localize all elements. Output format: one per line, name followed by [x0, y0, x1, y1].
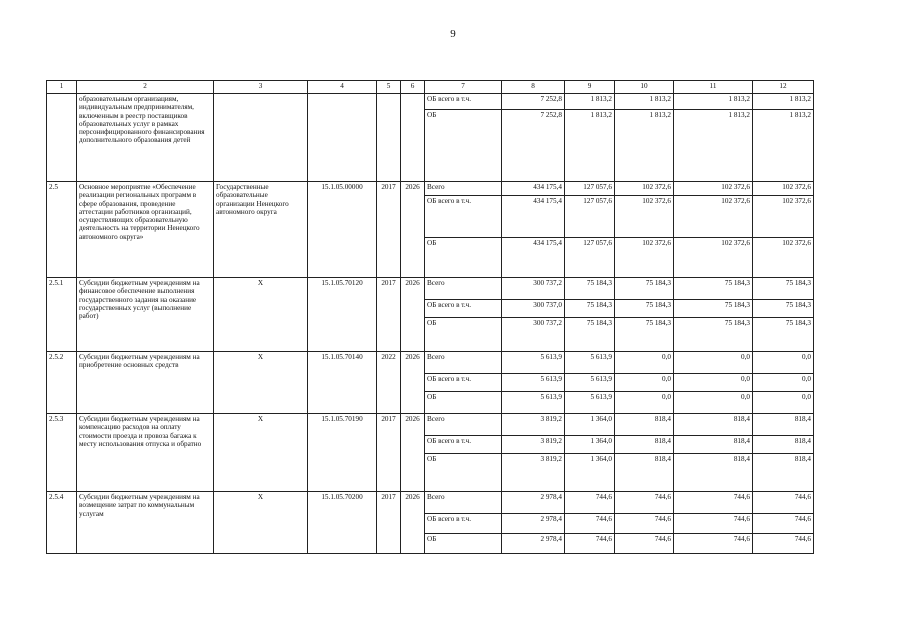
- funding-source-cell: ОБ: [425, 392, 502, 414]
- budget-code-cell: 15.1.05.00000: [308, 182, 377, 278]
- value-cell-8: 2 978,4: [502, 534, 565, 554]
- value-cell-8: 2 978,4: [502, 492, 565, 514]
- value-cell-9: 744,6: [565, 492, 615, 514]
- value-cell-10: 75 184,3: [615, 300, 674, 318]
- value-cell-11: 0,0: [674, 392, 753, 414]
- value-cell-11: 1 813,2: [674, 94, 753, 110]
- item-name-cell: Основное мероприятие «Обеспечение реализации региональных программ в сфере образования, проведение аттестации работников организаций, осуществляющих образовательную деятельность на территории Ненецкого автономного округа»: [77, 182, 214, 278]
- value-cell-9: 744,6: [565, 514, 615, 534]
- item-name-cell: Субсидии бюджетным учреждениям на финансовое обеспечение выполнения государственного задания на оказание государственных услуг (выполнение работ): [77, 278, 214, 352]
- header-cell: 5: [377, 81, 401, 94]
- value-cell-12: 75 184,3: [753, 300, 814, 318]
- value-cell-9: 5 613,9: [565, 352, 615, 374]
- value-cell-12: 1 813,2: [753, 110, 814, 182]
- value-cell-12: 75 184,3: [753, 278, 814, 300]
- value-cell-10: 0,0: [615, 374, 674, 392]
- page-number: 9: [450, 28, 456, 40]
- value-cell-8: 7 252,8: [502, 94, 565, 110]
- value-cell-9: 5 613,9: [565, 392, 615, 414]
- value-cell-12: 818,4: [753, 436, 814, 454]
- value-cell-8: 434 175,4: [502, 196, 565, 238]
- table-row: [47, 352, 814, 374]
- value-cell-8: 5 613,9: [502, 392, 565, 414]
- value-cell-10: 1 813,2: [615, 94, 674, 110]
- value-cell-12: 744,6: [753, 514, 814, 534]
- executor-cell: X: [214, 492, 308, 554]
- value-cell-10: 75 184,3: [615, 278, 674, 300]
- value-cell-8: 3 819,2: [502, 414, 565, 436]
- value-cell-8: 300 737,2: [502, 318, 565, 352]
- item-name-cell: Субсидии бюджетным учреждениям на компенсацию расходов на оплату стоимости проезда и провоза багажа к месту использования отпуска и обратно: [77, 414, 214, 492]
- item-number-cell: 2.5: [47, 182, 77, 278]
- value-cell-10: 0,0: [615, 392, 674, 414]
- value-cell-12: 818,4: [753, 454, 814, 492]
- value-cell-9: 1 364,0: [565, 454, 615, 492]
- value-cell-12: 744,6: [753, 492, 814, 514]
- value-cell-11: 744,6: [674, 534, 753, 554]
- start-year-cell: [377, 94, 401, 182]
- funding-source-cell: ОБ всего в т.ч.: [425, 374, 502, 392]
- value-cell-11: 75 184,3: [674, 300, 753, 318]
- header-cell: 2: [77, 81, 214, 94]
- header-cell: 9: [565, 81, 615, 94]
- item-number-cell: 2.5.4: [47, 492, 77, 554]
- value-cell-11: 744,6: [674, 514, 753, 534]
- start-year-cell: 2017: [377, 414, 401, 492]
- executor-cell: [214, 94, 308, 182]
- header-cell: 12: [753, 81, 814, 94]
- value-cell-10: 75 184,3: [615, 318, 674, 352]
- value-cell-11: 102 372,6: [674, 182, 753, 196]
- funding-source-cell: ОБ всего в т.ч.: [425, 436, 502, 454]
- value-cell-12: 102 372,6: [753, 182, 814, 196]
- value-cell-9: 75 184,3: [565, 300, 615, 318]
- budget-code-cell: [308, 94, 377, 182]
- executor-cell: X: [214, 278, 308, 352]
- funding-source-cell: ОБ всего в т.ч.: [425, 196, 502, 238]
- funding-source-cell: ОБ: [425, 110, 502, 182]
- value-cell-9: 1 364,0: [565, 436, 615, 454]
- budget-code-cell: 15.1.05.70140: [308, 352, 377, 414]
- executor-cell: X: [214, 352, 308, 414]
- funding-source-cell: ОБ: [425, 534, 502, 554]
- funding-source-cell: ОБ: [425, 238, 502, 278]
- item-number-cell: 2.5.3: [47, 414, 77, 492]
- budget-table: [46, 80, 814, 554]
- end-year-cell: 2026: [401, 278, 425, 352]
- table-row: [47, 492, 814, 514]
- end-year-cell: 2026: [401, 352, 425, 414]
- end-year-cell: 2026: [401, 414, 425, 492]
- value-cell-8: 2 978,4: [502, 514, 565, 534]
- value-cell-8: 5 613,9: [502, 374, 565, 392]
- value-cell-11: 744,6: [674, 492, 753, 514]
- value-cell-9: 744,6: [565, 534, 615, 554]
- value-cell-12: 0,0: [753, 352, 814, 374]
- value-cell-9: 127 057,6: [565, 196, 615, 238]
- item-number-cell: [47, 94, 77, 182]
- value-cell-9: 75 184,3: [565, 278, 615, 300]
- value-cell-10: 102 372,6: [615, 238, 674, 278]
- value-cell-8: 3 819,2: [502, 436, 565, 454]
- header-cell: 10: [615, 81, 674, 94]
- item-name-cell: Субсидии бюджетным учреждениям на приобретение основных средств: [77, 352, 214, 414]
- value-cell-12: 744,6: [753, 534, 814, 554]
- funding-source-cell: Всего: [425, 182, 502, 196]
- value-cell-10: 102 372,6: [615, 196, 674, 238]
- value-cell-8: 5 613,9: [502, 352, 565, 374]
- value-cell-12: 102 372,6: [753, 238, 814, 278]
- value-cell-11: 102 372,6: [674, 196, 753, 238]
- header-cell: 11: [674, 81, 753, 94]
- funding-source-cell: ОБ всего в т.ч.: [425, 94, 502, 110]
- value-cell-11: 102 372,6: [674, 238, 753, 278]
- budget-code-cell: 15.1.05.70120: [308, 278, 377, 352]
- value-cell-9: 1 813,2: [565, 94, 615, 110]
- funding-source-cell: Всего: [425, 352, 502, 374]
- value-cell-12: 102 372,6: [753, 196, 814, 238]
- value-cell-8: 434 175,4: [502, 182, 565, 196]
- value-cell-10: 1 813,2: [615, 110, 674, 182]
- value-cell-10: 818,4: [615, 436, 674, 454]
- value-cell-12: 75 184,3: [753, 318, 814, 352]
- start-year-cell: 2017: [377, 182, 401, 278]
- value-cell-8: 3 819,2: [502, 454, 565, 492]
- value-cell-10: 818,4: [615, 414, 674, 436]
- table-row: [47, 94, 814, 110]
- funding-source-cell: Всего: [425, 278, 502, 300]
- item-name-cell: Субсидии бюджетным учреждениям на возмещение затрат по коммунальным услугам: [77, 492, 214, 554]
- value-cell-11: 75 184,3: [674, 278, 753, 300]
- header-cell: 1: [47, 81, 77, 94]
- start-year-cell: 2022: [377, 352, 401, 414]
- value-cell-9: 75 184,3: [565, 318, 615, 352]
- start-year-cell: 2017: [377, 492, 401, 554]
- value-cell-12: 1 813,2: [753, 94, 814, 110]
- header-row: [47, 81, 814, 94]
- value-cell-12: 818,4: [753, 414, 814, 436]
- value-cell-11: 818,4: [674, 454, 753, 492]
- funding-source-cell: ОБ всего в т.ч.: [425, 300, 502, 318]
- table-row: [47, 278, 814, 300]
- value-cell-10: 744,6: [615, 534, 674, 554]
- value-cell-8: 434 175,4: [502, 238, 565, 278]
- end-year-cell: [401, 94, 425, 182]
- value-cell-9: 127 057,6: [565, 238, 615, 278]
- header-cell: 3: [214, 81, 308, 94]
- item-number-cell: 2.5.2: [47, 352, 77, 414]
- value-cell-11: 818,4: [674, 414, 753, 436]
- item-name-cell: образовательным организациям, индивидуальным предпринимателям, включенным в реестр поставщиков образовательных услуг в рамках персонифицированного финансирования дополнительного образования детей: [77, 94, 214, 182]
- value-cell-9: 5 613,9: [565, 374, 615, 392]
- value-cell-8: 300 737,2: [502, 278, 565, 300]
- value-cell-10: 0,0: [615, 352, 674, 374]
- value-cell-12: 0,0: [753, 392, 814, 414]
- budget-code-cell: 15.1.05.70190: [308, 414, 377, 492]
- value-cell-11: 75 184,3: [674, 318, 753, 352]
- funding-source-cell: ОБ всего в т.ч.: [425, 514, 502, 534]
- executor-cell: Государственные образовательные организации Ненецкого автономного округа: [214, 182, 308, 278]
- header-cell: 7: [425, 81, 502, 94]
- value-cell-10: 744,6: [615, 492, 674, 514]
- value-cell-8: 7 252,8: [502, 110, 565, 182]
- value-cell-9: 1 364,0: [565, 414, 615, 436]
- value-cell-11: 0,0: [674, 352, 753, 374]
- funding-source-cell: Всего: [425, 414, 502, 436]
- value-cell-11: 0,0: [674, 374, 753, 392]
- end-year-cell: 2026: [401, 492, 425, 554]
- value-cell-10: 102 372,6: [615, 182, 674, 196]
- value-cell-8: 300 737,0: [502, 300, 565, 318]
- executor-cell: X: [214, 414, 308, 492]
- table-row: [47, 414, 814, 436]
- header-cell: 8: [502, 81, 565, 94]
- value-cell-12: 0,0: [753, 374, 814, 392]
- value-cell-10: 744,6: [615, 514, 674, 534]
- end-year-cell: 2026: [401, 182, 425, 278]
- table-row: [47, 182, 814, 196]
- start-year-cell: 2017: [377, 278, 401, 352]
- funding-source-cell: Всего: [425, 492, 502, 514]
- value-cell-9: 1 813,2: [565, 110, 615, 182]
- funding-source-cell: ОБ: [425, 454, 502, 492]
- value-cell-9: 127 057,6: [565, 182, 615, 196]
- funding-source-cell: ОБ: [425, 318, 502, 352]
- value-cell-11: 818,4: [674, 436, 753, 454]
- item-number-cell: 2.5.1: [47, 278, 77, 352]
- header-cell: 4: [308, 81, 377, 94]
- header-cell: 6: [401, 81, 425, 94]
- budget-code-cell: 15.1.05.70200: [308, 492, 377, 554]
- value-cell-11: 1 813,2: [674, 110, 753, 182]
- value-cell-10: 818,4: [615, 454, 674, 492]
